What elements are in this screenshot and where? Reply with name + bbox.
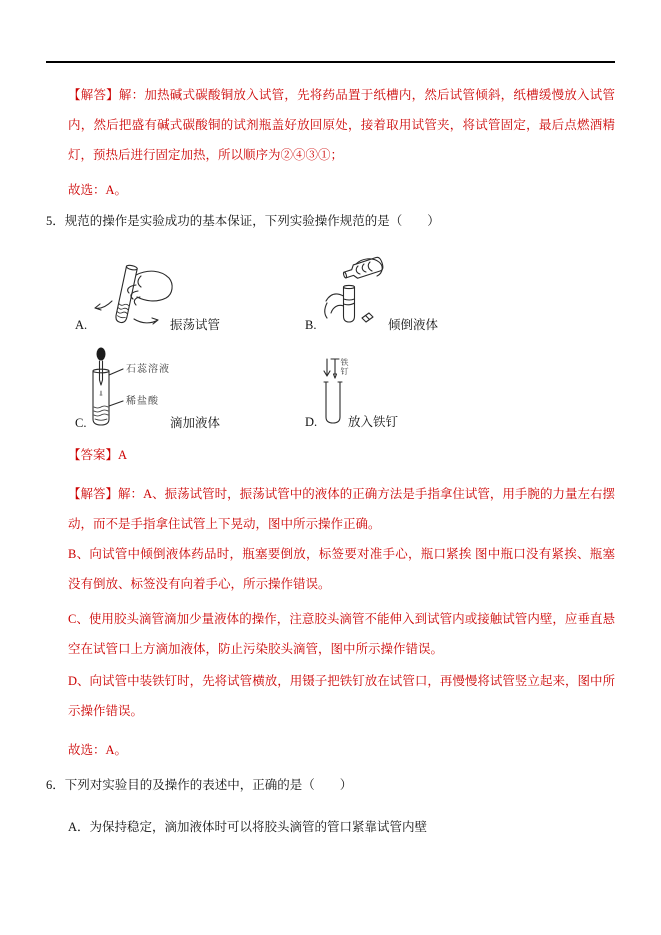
q5-conclusion-text: 故选：A。 [68, 743, 128, 757]
q5-option-a-caption: 振荡试管 [170, 318, 221, 332]
q5-explanation-b: B、向试管中倾倒液体药品时，瓶塞要倒放，标签要对准手心，瓶口紧挨 图中瓶口没有紧挨、瓶塞没有倒放、标签没有向着手心，所示操作错误。 [68, 547, 615, 591]
shake-test-tube-figure [90, 255, 175, 327]
q6-stem: 6．下列对实验目的及操作的表述中，正确的是（ ） [46, 778, 353, 792]
q5-option-b-caption: 倾倒液体 [388, 318, 439, 332]
q5-option-d-caption: 放入铁钉 [348, 415, 399, 429]
pour-liquid-figure [318, 256, 392, 328]
q4-explanation-text: 【解答】解：加热碱式碳酸铜放入试管，先将药品置于纸槽内，然后试管倾斜，纸槽缓慢放入试管内，然后把盛有碱式碳酸铜的试剂瓶盖好放回原处，接着取用试管夹，将试管固定，最后点燃酒精灯，预热后进行固定加热，所以顺序为②④③①； [68, 88, 615, 162]
q5-option-c-letter: C. [75, 416, 87, 430]
q5-explanation-a: 【解答】解：A、振荡试管时，振荡试管中的液体的正确方法是手指拿住试管，用手腕的力量左右摆动，而不是手指拿住试管上下晃动，图中所示操作正确。 [68, 487, 615, 531]
q5-stem: 5．规范的操作是实验成功的基本保证，下列实验操作规范的是（ ） [46, 214, 440, 228]
iron-nail-label: 铁钉 [340, 358, 349, 376]
q5-option-d-letter: D. [305, 415, 318, 429]
dropper-into-tube-figure [90, 347, 124, 433]
dilute-hcl-label: 稀盐酸 [126, 396, 159, 407]
q5-explanation-c: C、使用胶头滴管滴加少量液体的操作，注意胶头滴管不能伸入到试管内或接触试管内壁，应垂直悬空在试管口上方滴加液体，防止污染胶头滴管，图中所示操作错误。 [68, 612, 615, 656]
q6-option-a: A．为保持稳定，滴加液体时可以将胶头滴管的管口紧靠试管内壁 [68, 820, 428, 834]
q5-answer-text: 【答案】A [68, 448, 128, 462]
q5-option-a-letter: A. [75, 318, 88, 332]
q5-option-c-caption: 滴加液体 [170, 416, 221, 430]
q4-conclusion-text: 故选：A。 [68, 183, 128, 197]
litmus-solution-label: 石蕊溶液 [126, 364, 170, 375]
q5-explanation-d: D、向试管中装铁钉时，先将试管横放，用镊子把铁钉放在试管口，再慢慢将试管竖立起来，图中所示操作错误。 [68, 674, 615, 718]
separator-line [46, 61, 615, 63]
q5-option-b-letter: B. [305, 318, 317, 332]
